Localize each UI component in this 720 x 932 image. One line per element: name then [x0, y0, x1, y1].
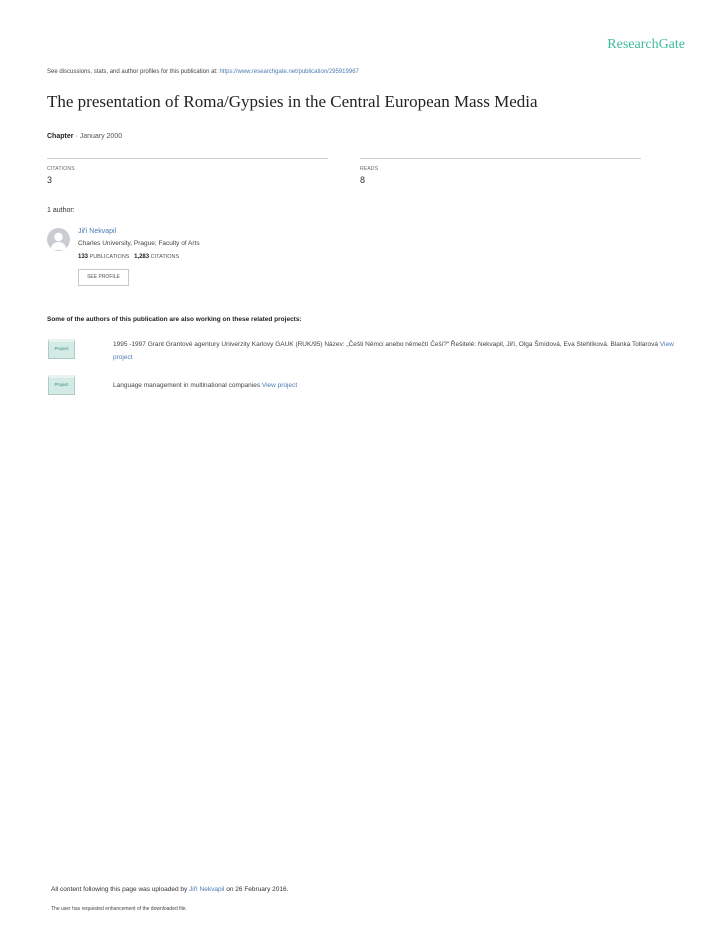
publication-date: January 2000: [79, 133, 123, 140]
discussion-line: [47, 69, 359, 75]
authors-heading: 1 author:: [47, 207, 75, 214]
upload-suffix: on 26 February 2016.: [224, 886, 289, 893]
publications-count: 133: [78, 254, 89, 260]
author-citations-count: 1,283: [134, 254, 150, 260]
upload-prefix: All content following this page was uploaded by: [51, 886, 190, 893]
publication-type: Chapter: [47, 133, 74, 140]
upload-note: [51, 886, 288, 893]
project-item: [113, 338, 683, 364]
author-citations-label: CITATIONS: [149, 254, 180, 260]
discussion-text: See discussions, stats, and author profiles for this publication at:: [47, 69, 220, 75]
related-projects-heading: Some of the authors of this publication are also working on these related projects:: [47, 316, 302, 323]
author-affiliation: Charles University, Prague; Faculty of Arts: [78, 240, 200, 247]
publication-url-link[interactable]: https://www.researchgate.net/publication/295919967: [219, 69, 359, 75]
publications-label: PUBLICATIONS: [88, 254, 130, 260]
project-icon[interactable]: Project: [48, 339, 75, 359]
project-description: Language management in multinational companies: [113, 382, 262, 389]
reads-label: READS: [360, 166, 379, 172]
view-project-link[interactable]: View project: [261, 382, 298, 389]
reads-value: 8: [360, 175, 366, 185]
enhancement-note: The user has requested enhancement of the downloaded file.: [51, 906, 187, 912]
citations-value: 3: [47, 175, 53, 185]
project-icon[interactable]: Project: [48, 375, 75, 395]
author-metrics: [78, 254, 179, 260]
author-name-link[interactable]: Jiří Nekvapil: [78, 228, 117, 235]
publication-meta: [47, 133, 122, 140]
project-description: 1995 -1997 Grant Grantové agentury Univerzity Karlovy GAUK (RUK/95) Název: „Češti Němci anebo němečtí Češi?“ Řešitelé: Nekvapil, Jiří, Olga Šmídová, Eva Stehlíková. Blanka Tollarová: [113, 341, 660, 348]
user-silhouette-icon: [47, 228, 70, 251]
avatar[interactable]: [47, 228, 70, 251]
view-project-link[interactable]: View project: [113, 341, 674, 361]
meta-separator: ·: [73, 133, 80, 140]
researchgate-logo[interactable]: ResearchGate: [607, 37, 685, 52]
see-profile-button[interactable]: SEE PROFILE: [78, 269, 129, 286]
project-item: [113, 379, 683, 392]
publication-title: The presentation of Roma/Gypsies in the Central European Mass Media: [47, 92, 538, 111]
citations-label: CITATIONS: [47, 166, 75, 172]
uploader-link[interactable]: Jiří Nekvapil: [189, 886, 225, 893]
reads-divider: [360, 158, 641, 159]
citations-divider: [47, 158, 328, 159]
